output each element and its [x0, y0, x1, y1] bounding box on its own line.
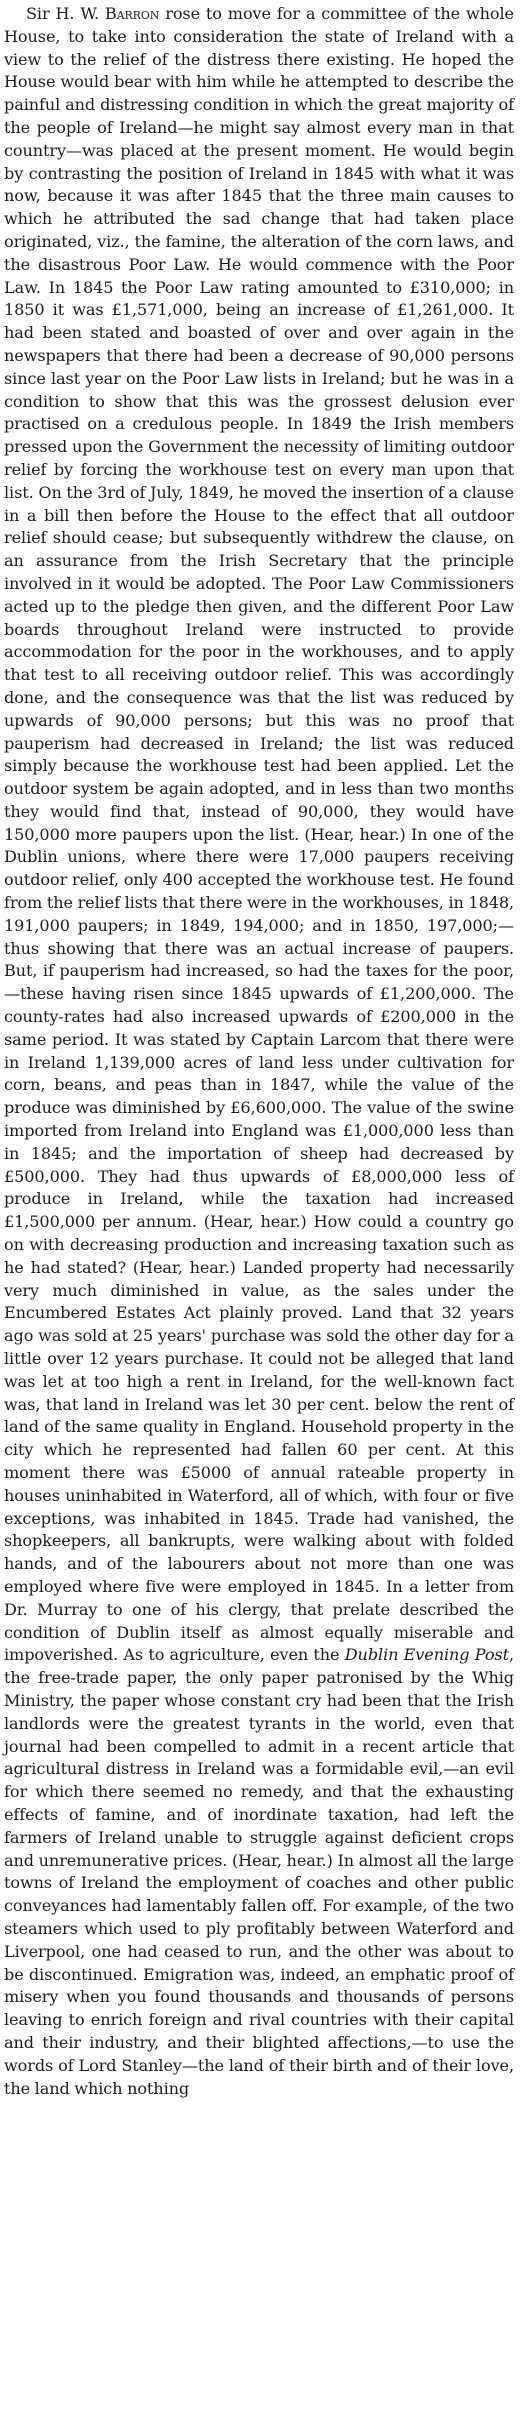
speaker-surname: Barron: [104, 4, 160, 23]
newspaper-name: Dublin Evening Post: [344, 1645, 509, 1665]
speaker-honorific: Sir H. W.: [26, 4, 99, 23]
article-text-part-1: rose to move for a committee of the whole House, to take into consideration the state of Ireland with a view to the relief of the distress there existing. He hoped the House would bear with him while he attempted to describe the painful and distressing condition in which the great majority of the people of Ireland—he might say almost every man in that country—was placed at the present moment. He would begin by contrasting the position of Ireland in 1845 with what it was now, because it was after 1845 that the three main causes to which he attributed the sad change that had taken place originated, viz., the famine, the alteration of the corn laws, and the disastrous Poor Law. He would commence with the Poor Law. In 1845 the Poor Law rating amounted to £310,000; in 1850 it was £1,571,000, being an increase of £1,261,000. It had been stated and boasted of over and over again in the newspapers that there had been a decrease of 90,000 persons since last year on the Poor Law lists in Ireland; but he was in a condition to show that this was the grossest delusion ever practised on a credulous people. In 1849 the Irish members pressed upon the Government the necessity of limiting outdoor relief by forcing the workhouse test on every man upon that list. On the 3rd of July, 1849, he moved the insertion of a clause in a bill then before the House to the effect that all outdoor relief should cease; but subsequently withdrew the clause, on an assurance from the Irish Secretary that the principle involved in it would be adopted. The Poor Law Commissioners acted up to the pledge then given, and the different Poor Law boards throughout Ireland were instructed to provide accommodation for the poor in the workhouses, and to apply that test to all receiving outdoor relief. This was accordingly done, and the consequence was that the list was reduced by upwards of 90,000 persons; but this was no proof that pauperism had decreased in Ireland; the list was reduced simply because the workhouse test had been applied. Let the outdoor system be again adopted, and in less than two months they would find that, instead of 90,000, they would have 150,000 more paupers upon the list. (Hear, hear.) In one of the Dublin unions, where there were 17,000 paupers receiving outdoor relief, only 400 accepted the workhouse test. He found from the relief lists that there were in the workhouses, in 1848, 191,000 paupers; in 1849, 194,000; and in 1850, 197,000;—thus showing that there was an actual increase of paupers. But, if pauperism had increased, so had the taxes for the poor,—these having risen since 1845 upwards of £1,200,000. The county-rates had also increased upwards of £200,000 in the same period. It was stated by Captain Larcom that there were in Ireland 1,139,000 acres of land less under cultivation for corn, beans, and peas than in 1847, while the value of the produce was diminished by £6,600,000. The value of the swine imported from Ireland into England was £1,000,000 less than in 1845; and the importation of sheep had decreased by £500,000. They had thus upwards of £8,000,000 less of produce in Ireland, while the taxation had increased £1,500,000 per annum. (Hear, hear.) How could a country go on with decreasing production and increasing taxation such as he had stated? (Hear, hear.) Landed property had necessarily very much diminished in value, as the sales under the Encumbered Estates Act plainly proved. Land that 32 years ago was sold at 25 years' purchase was sold the other day for a little over 12 years purchase. It could not be alleged that land was let at too high a rent in Ireland, for the well-known fact was, that land in Ireland was let 30 per cent. below the rent of land of the same quality in England. Household property in the city which he represented had fallen 60 per cent. At this moment there was £5000 of annual rateable property in houses uninhabited in Waterford, all of which, with four or five exceptions, was inhabited in 1845. Trade had vanished, the shopkeepers, all bankrupts, were walking about with folded hands, and of the labourers about not more than one was employed where five were employed in 1845. In a letter from Dr. Murray to one of his clergy, that prelate described the condition of Dublin itself as almost equally miserable and impoverished. As to agriculture, even the: [4, 4, 514, 1665]
article-paragraph: [4, 3, 514, 2100]
article-text-part-2: , the free-trade paper, the only paper patronised by the Whig Ministry, the paper whose constant cry had been that the Irish landlords were the greatest tyrants in the world, even that journal had been compelled to admit in a recent article that agricultural distress in Ireland was a formidable evil,—an evil for which there seemed no remedy, and that the exhausting effects of famine, and of inordinate taxation, had left the farmers of Ireland unable to struggle against deficient crops and unremunerative prices. (Hear, hear.) In almost all the large towns of Ireland the employment of coaches and other public conveyances had lamentably fallen off. For example, of the two steamers which used to ply profitably between Waterford and Liverpool, one had ceased to run, and the other was about to be discontinued. Emigration was, indeed, an emphatic proof of misery when you found thousands and thousands of persons leaving to enrich foreign and rival countries with their capital and their industry, and their blighted affections,—to use the words of Lord Stanley—the land of their birth and of their love, the land which nothing: [4, 1645, 514, 2098]
